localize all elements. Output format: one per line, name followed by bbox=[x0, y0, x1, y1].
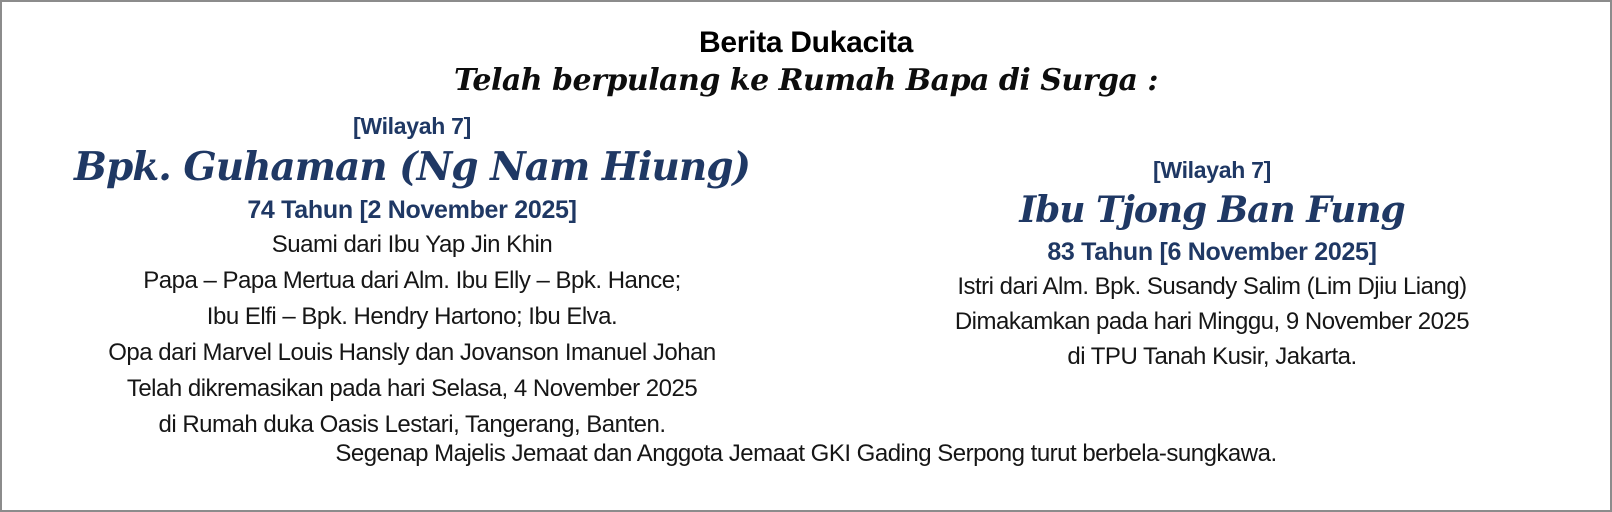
relation-line: Ibu Elfi – Bpk. Hendry Hartono; Ibu Elva. bbox=[206, 303, 618, 330]
funeral-info-line: Dimakamkan pada hari Minggu, 9 November 2025 bbox=[954, 308, 1470, 335]
region-label: [Wilayah 7] bbox=[1153, 157, 1271, 183]
relation-line: Istri dari Alm. Bpk. Susandy Salim (Lim Djiu Liang) bbox=[957, 273, 1467, 300]
condolence-footer: Segenap Majelis Jemaat dan Anggota Jemaat GKI Gading Serpong turut berbela-sungkawa. bbox=[335, 440, 1277, 467]
region-label: [Wilayah 7] bbox=[353, 113, 471, 139]
relation-line: Suami dari Ibu Yap Jin Khin bbox=[271, 231, 553, 258]
funeral-location-line: di TPU Tanah Kusir, Jakarta. bbox=[1067, 343, 1357, 370]
relation-line: Papa – Papa Mertua dari Alm. Ibu Elly – Bpk. Hance; bbox=[143, 267, 681, 294]
page-title: Berita Dukacita bbox=[699, 26, 913, 59]
obituary-right bbox=[922, 156, 1502, 374]
age-date-line: 74 Tahun [2 November 2025] bbox=[247, 196, 577, 224]
deceased-name: Bpk. Guhaman (Ng Nam Hiung) bbox=[74, 144, 750, 190]
age-date-line: 83 Tahun [6 November 2025] bbox=[1047, 238, 1377, 266]
funeral-info-line: Telah dikremasikan pada hari Selasa, 4 November 2025 bbox=[126, 375, 698, 402]
obituary-left bbox=[32, 112, 792, 443]
notice-header bbox=[2, 26, 1610, 98]
funeral-location-line: di Rumah duka Oasis Lestari, Tangerang, Banten. bbox=[158, 411, 666, 438]
deceased-name: Ibu Tjong Ban Fung bbox=[1019, 189, 1405, 231]
page-subtitle: Telah berpulang ke Rumah Bapa di Surga : bbox=[454, 63, 1158, 98]
relation-line: Opa dari Marvel Louis Hansly dan Jovanson Imanuel Johan bbox=[108, 339, 716, 366]
